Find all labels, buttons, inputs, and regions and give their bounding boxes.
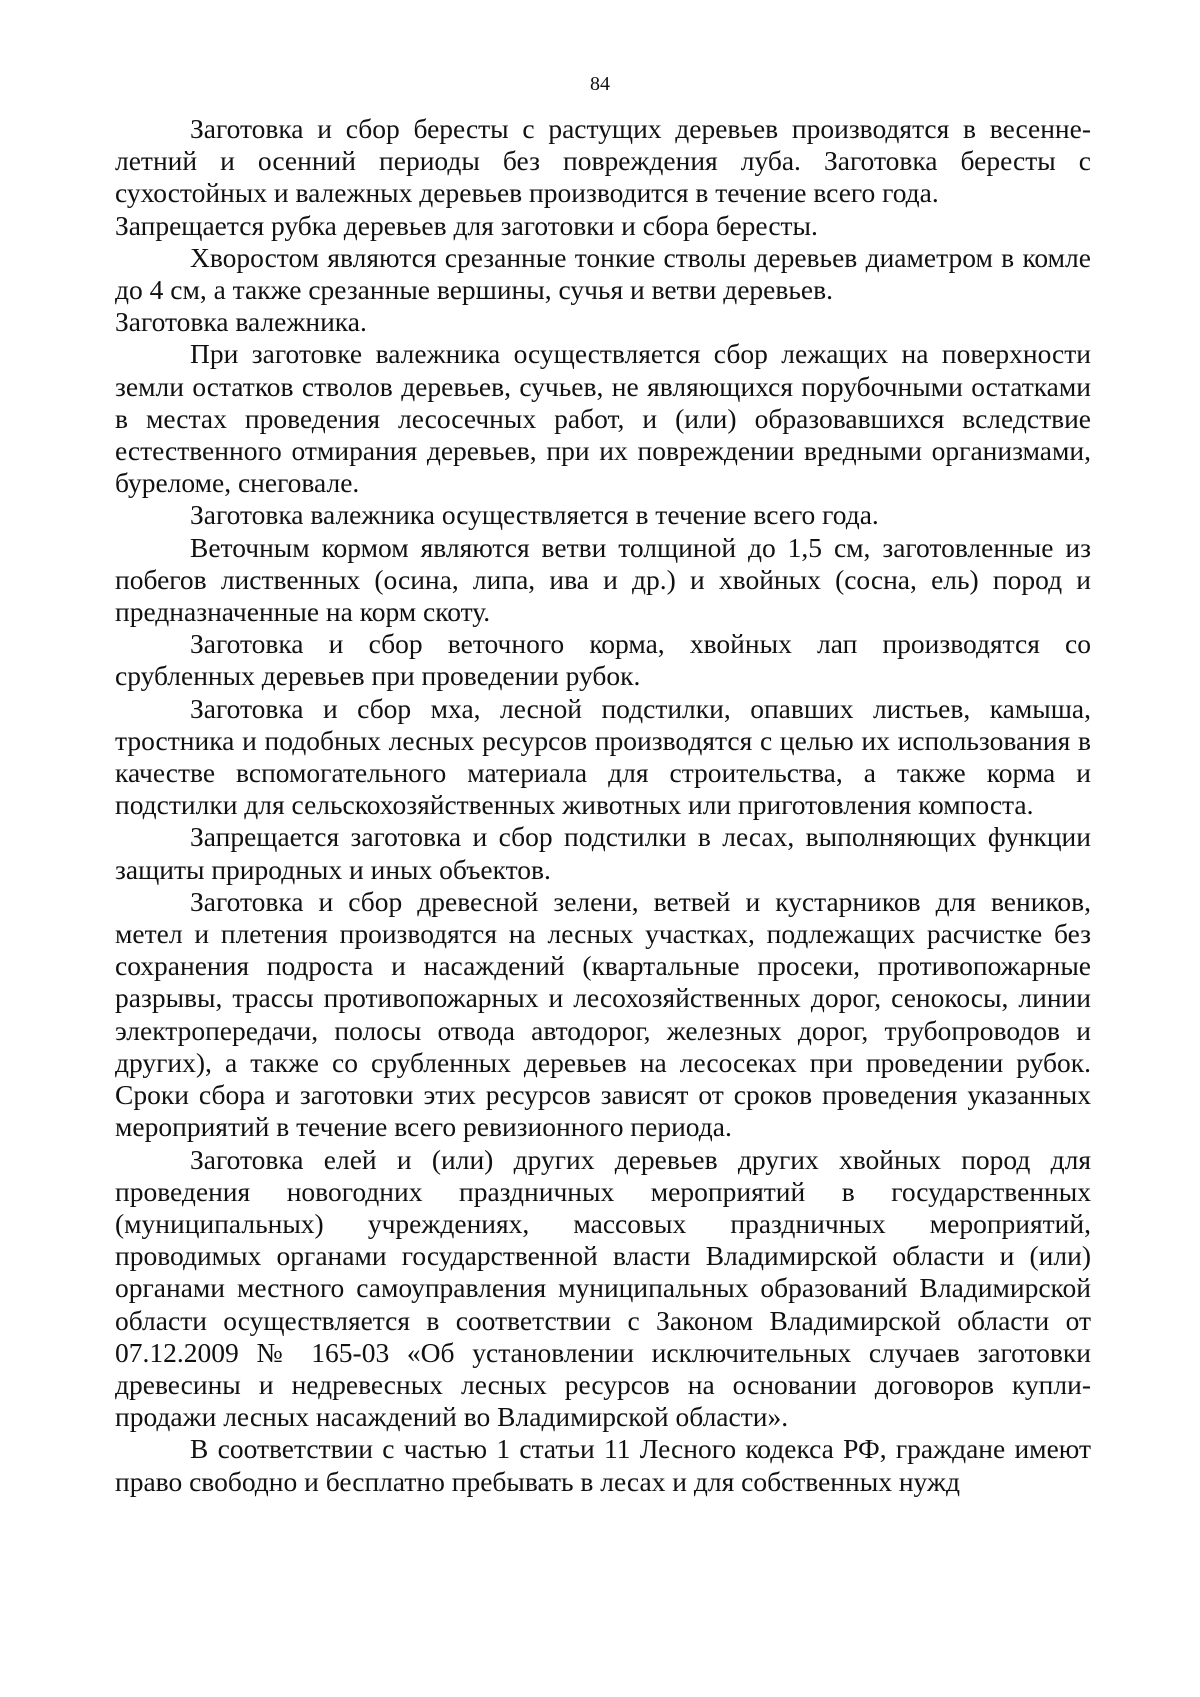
page-number: 84 (590, 73, 610, 95)
paragraph-greenery-harvest: Заготовка и сбор древесной зелени, ветвей и кустарников для веников, метел и плетения производятся на лесных участках, подлежащих расчистке без сохранения подроста и насаждений (квартальные просеки, противопожарные разрывы, трассы противопожарных и лесохозяйственных дорог, сенокосы, линии электропередачи, полосы отвода автодорог, железных дорог, трубопроводов и других), а также со срубленных деревьев на лесосеках при проведении рубок. Сроки сбора и заготовки этих ресурсов зависят от сроков проведения указанных мероприятий в течение всего ревизионного периода. (115, 885, 1091, 1143)
paragraph-litter-ban: Запрещается заготовка и сбор подстилки в лесах, выполняющих функции защиты природных и иных объектов. (115, 821, 1091, 885)
paragraph-deadwood-heading: Заготовка валежника. (115, 306, 367, 338)
paragraph-moss-litter-harvest: Заготовка и сбор мха, лесной подстилки, опавших листьев, камыша, тростника и подобных лесных ресурсов производятся с целью их использования в качестве вспомогательного материала для строительства, а также корма и подстилки для сельскохозяйственных животных или приготовления компоста. (115, 692, 1091, 821)
paragraph-branch-fodder-definition: Веточным кормом являются ветви толщиной до 1,5 см, заготовленные из побегов лиственных (осина, липа, ива и др.) и хвойных (сосна, ель) пород и предназначенные на корм скоту. (115, 531, 1091, 628)
body-text (115, 113, 1091, 1498)
paragraph-deadwood-collection: При заготовке валежника осуществляется сбор лежащих на поверхности земли остатков стволов деревьев, сучьев, не являющихся порубочными остатками в местах проведения лесосечных работ, и (или) образовавшихся вследствие естественного отмирания деревьев, при их повреждении вредными организмами, буреломе, снеговале. (115, 338, 1091, 499)
paragraph-deadwood-period: Заготовка валежника осуществляется в течение всего года. (190, 499, 879, 531)
paragraph-birch-bark-harvest: Заготовка и сбор бересты с растущих деревьев производятся в весенне-летний и осенний периоды без повреждения луба. Заготовка бересты с сухостойных и валежных деревьев производится в течение всего года. (115, 113, 1091, 209)
paragraph-new-year-trees: Заготовка елей и (или) других деревьев других хвойных пород для проведения новогодних праздничных мероприятий в государственных (муниципальных) учреждениях, массовых праздничных мероприятий, проводимых органами государственной власти Владимирской области и (или) органами местного самоуправления муниципальных образований Владимирской области осуществляется в соответствии с Законом Владимирской области от 07.12.2009 № 165-03 «Об установлении исключительных случаев заготовки древесины и недревесных лесных ресурсов на основании договоров купли-продажи лесных насаждений во Владимирской области». (115, 1143, 1091, 1433)
paragraph-birch-bark-felling-ban: Запрещается рубка деревьев для заготовки и сбора бересты. (115, 209, 818, 241)
paragraph-brushwood-definition: Хворостом являются срезанные тонкие стволы деревьев диаметром в комле до 4 см, а также срезанные вершины, сучья и ветви деревьев. (115, 241, 1091, 306)
paragraph-branch-fodder-harvest: Заготовка и сбор веточного корма, хвойных лап производятся со срубленных деревьев при проведении рубок. (115, 628, 1091, 692)
paragraph-forest-code-rights: В соответствии с частью 1 статьи 11 Лесного кодекса РФ, граждане имеют право свободно и бесплатно пребывать в лесах и для собственных нужд (115, 1433, 1091, 1497)
